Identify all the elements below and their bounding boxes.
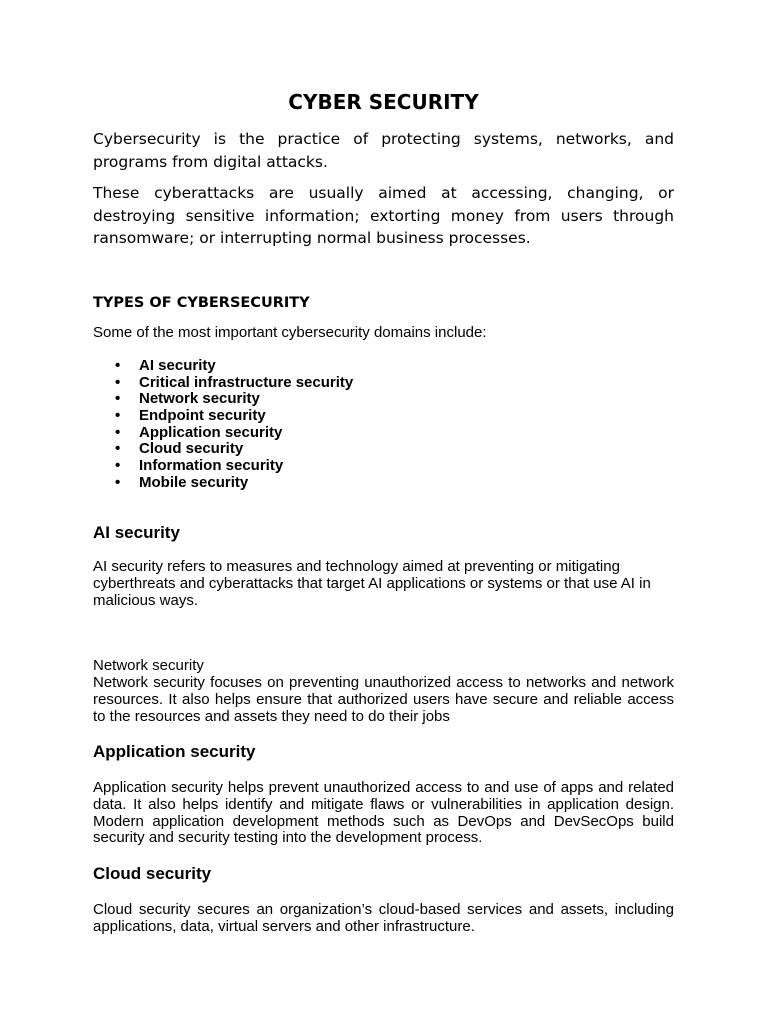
list-item (93, 408, 353, 425)
list-item (93, 458, 353, 475)
bullet-icon: • (115, 457, 121, 475)
list-item (93, 441, 353, 458)
network-security-heading: Network security (93, 657, 204, 674)
application-security-paragraph: Application security helps prevent unauthorized access to and use of apps and related data. It also helps identify and mitigate flaws or vulnerabilities in application design. Modern application development methods such as DevOps and DevSecOps build security and security testing into the development process. (93, 779, 674, 847)
list-item-label: Critical infrastructure security (139, 373, 354, 391)
document-title: CYBER SECURITY (288, 90, 479, 114)
list-item-label: Application security (139, 423, 283, 441)
bullet-icon: • (115, 373, 121, 391)
list-item-label: Information security (139, 457, 284, 475)
list-item (93, 391, 353, 408)
intro-paragraph-2: These cyberattacks are usually aimed at accessing, changing, or destroying sensitive information; extorting money from users through ransomware; or interrupting normal business processes. (93, 184, 674, 247)
bullet-icon: • (115, 440, 121, 458)
list-item-label: Mobile security (139, 473, 249, 491)
list-item (93, 358, 353, 375)
intro-paragraph-1: Cybersecurity is the practice of protecting systems, networks, and programs from digital attacks. (93, 130, 674, 171)
application-security-heading: Application security (93, 742, 256, 761)
list-item-label: Network security (139, 390, 260, 408)
list-item (93, 475, 353, 492)
list-item (93, 375, 353, 392)
domain-list (93, 358, 353, 492)
bullet-icon: • (115, 423, 121, 441)
bullet-icon: • (115, 473, 121, 491)
list-item-label: Endpoint security (139, 407, 266, 425)
ai-security-heading: AI security (93, 523, 180, 542)
bullet-icon: • (115, 357, 121, 374)
types-heading: TYPES OF CYBERSECURITY (93, 295, 310, 311)
list-item (93, 425, 353, 442)
network-security-paragraph: Network security focuses on preventing unauthorized access to networks and network resources. It also helps ensure that authorized users have secure and reliable access to the resources and assets they need to do their jobs (93, 674, 674, 725)
cloud-security-paragraph: Cloud security secures an organization’s cloud-based services and assets, including applications, data, virtual servers and other infrastructure. (93, 901, 674, 935)
bullet-icon: • (115, 407, 121, 425)
cloud-security-heading: Cloud security (93, 864, 212, 883)
list-item-label: Cloud security (139, 440, 244, 458)
list-item-label: AI security (139, 357, 216, 374)
ai-security-paragraph: AI security refers to measures and technology aimed at preventing or mitigating cyberthreats and cyberattacks that target AI applications or systems or that use AI in malicious ways. (93, 558, 651, 609)
bullet-icon: • (115, 390, 121, 408)
types-intro: Some of the most important cybersecurity domains include: (93, 324, 487, 341)
